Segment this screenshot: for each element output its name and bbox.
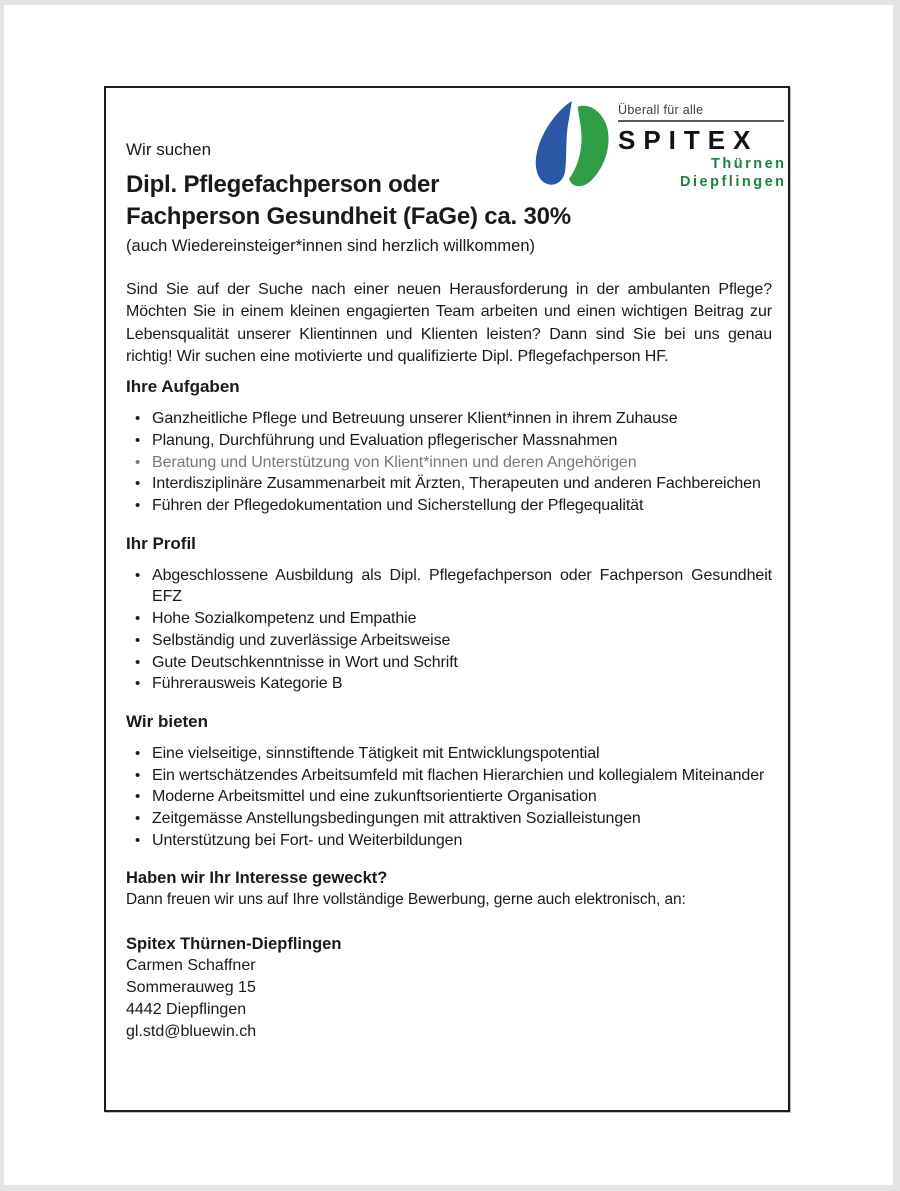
list-item: • Beratung und Unterstützung von Klient*innen und deren Angehörigen: [126, 452, 772, 474]
list-item: • Zeitgemässe Anstellungsbedingungen mit attraktiven Sozialleistungen: [126, 808, 772, 830]
list-item: • Planung, Durchführung und Evaluation pflegerischer Massnahmen: [126, 430, 772, 452]
contact-person: Carmen Schaffner: [126, 957, 256, 975]
job-title-line1: Dipl. Pflegefachperson oder: [126, 171, 440, 198]
list-item: • Moderne Arbeitsmittel und eine zukunftsorientierte Organisation: [126, 786, 772, 808]
bullet-list-bieten: [126, 743, 772, 852]
contact-street: Sommerauweg 15: [126, 979, 256, 997]
closing-text: Dann freuen wir uns auf Ihre vollständige Bewerbung, gerne auch elektronisch, an:: [126, 891, 686, 909]
list-item: • Hohe Sozialkompetenz und Empathie: [126, 608, 772, 630]
spitex-swoosh-icon: [522, 97, 618, 193]
logo-tagline: Überall für alle: [618, 103, 704, 117]
intro-paragraph: Sind Sie auf der Suche nach einer neuen Herausforderung in der ambulanten Pflege? Möchten Sie in einem kleinen engagierten Team arbeiten und einen wichtigen Beitrag zur Lebensqualität unserer Klientinnen und Klienten leisten? Dann sind Sie bei uns genau richtig! Wir suchen eine motivierte und qualifizierte Dipl. Pflegefachperson HF.: [126, 281, 772, 365]
closing-heading: Haben wir Ihr Interesse geweckt?: [126, 869, 388, 888]
list-item: • Ein wertschätzendes Arbeitsumfeld mit flachen Hierarchien und kollegialem Miteinander: [126, 765, 772, 787]
section-heading-bieten: Wir bieten: [126, 711, 209, 731]
job-title-line2: Fachperson Gesundheit (FaGe) ca. 30%: [126, 203, 571, 230]
intro-label: Wir suchen: [126, 140, 212, 159]
list-item: • Ganzheitliche Pflege und Betreuung unserer Klient*innen in ihrem Zuhause: [126, 408, 772, 430]
logo-brand: SPITEX: [618, 125, 759, 155]
closing-block: [126, 867, 772, 911]
contact-company: Spitex Thürnen-Diepflingen: [126, 935, 342, 954]
logo-text-block: [618, 95, 787, 191]
contact-city: 4442 Diepflingen: [126, 1001, 247, 1019]
list-item: • Führerausweis Kategorie B: [126, 673, 772, 695]
contact-block: [126, 933, 772, 1043]
list-item: • Eine vielseitige, sinnstiftende Tätigkeit mit Entwicklungspotential: [126, 743, 772, 765]
contact-email: gl.std@bluewin.ch: [126, 1023, 257, 1041]
spitex-logo: [522, 95, 787, 193]
list-item: • Abgeschlossene Ausbildung als Dipl. Pflegefachperson oder Fachperson Gesundheit EFZ: [126, 565, 772, 608]
list-item: • Gute Deutschkenntnisse in Wort und Schrift: [126, 652, 772, 674]
list-item: • Unterstützung bei Fort- und Weiterbildungen: [126, 830, 772, 852]
logo-location-2: Diepflingen: [680, 174, 787, 190]
section-heading-aufgaben: Ihre Aufgaben: [126, 377, 240, 397]
job-ad-box: [104, 86, 790, 1112]
bullet-list-profil: [126, 565, 772, 695]
document-page: [4, 5, 893, 1185]
logo-location-1: Thürnen: [711, 156, 787, 172]
list-item: • Selbständig und zuverlässige Arbeitsweise: [126, 630, 772, 652]
job-subtitle: (auch Wiedereinsteiger*innen sind herzlich willkommen): [126, 237, 536, 255]
list-item: • Führen der Pflegedokumentation und Sicherstellung der Pflegequalität: [126, 495, 772, 517]
list-item: • Interdisziplinäre Zusammenarbeit mit Ärzten, Therapeuten und anderen Fachbereichen: [126, 473, 772, 495]
bullet-list-aufgaben: [126, 408, 772, 517]
logo-rule: [618, 120, 784, 122]
section-heading-profil: Ihr Profil: [126, 533, 196, 553]
